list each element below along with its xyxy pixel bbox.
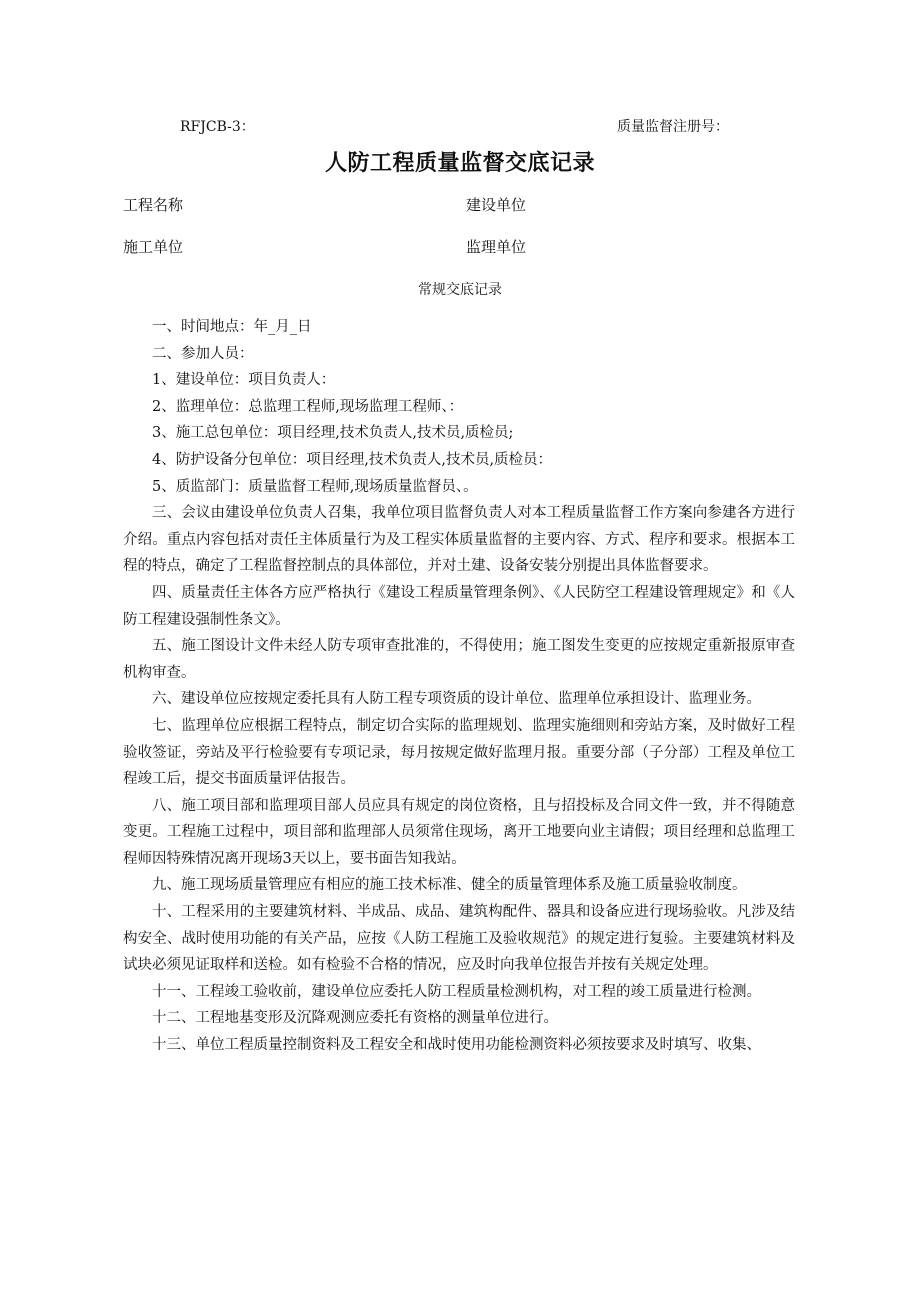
paragraph: 十二、工程地基变形及沉降观测应委托有资格的测量单位进行。 xyxy=(152,1010,558,1027)
construction-unit-label: 建设单位 xyxy=(466,196,527,214)
paragraph: 五、施工图设计文件未经人防专项审查批准的，不得使用；施工图发生变更的应按规定重新报原审查机构审查。 xyxy=(123,638,795,681)
project-name-label: 工程名称 xyxy=(123,196,184,214)
registration-number-label: 质量监督注册号： xyxy=(617,119,729,135)
paragraph: 4、防护设备分包单位：项目经理,技术负责人,技术员,质检员： xyxy=(152,451,553,468)
paragraph: 六、建设单位应按规定委托具有人防工程专项资质的设计单位、监理单位承担设计、监理业务。 xyxy=(152,691,761,708)
paragraph: 七、监理单位应根据工程特点，制定切合实际的监理规划、监理实施细则和旁站方案，及时做好工程验收签证，旁站及平行检验要有专项记录，每月按规定做好监理月报。重要分部（子分部）工程及单位工程竣工后，提交书面质量评估报告。 xyxy=(123,717,795,788)
form-code: RFJCB-3： xyxy=(180,119,255,135)
paragraph: 三、会议由建设单位负责人召集，我单位项目监督负责人对本工程质量监督工作方案向参建各方进行介绍。重点内容包括对责任主体质量行为及工程实体质量监督的主要内容、方式、程序和要求。根据本工程的特点，确定了工程监督控制点的具体部位，并对土建、设备安装分别提出具体监督要求。 xyxy=(123,505,795,575)
builder-unit-label: 施工单位 xyxy=(123,238,184,256)
document-title: 人防工程质量监督交底记录 xyxy=(324,151,595,176)
paragraph: 十三、单位工程质量控制资料及工程安全和战时使用功能检测资料必须按要求及时填写、收集、 xyxy=(152,1037,761,1054)
paragraph: 一、时间地点：年_月_日 xyxy=(152,319,312,335)
paragraph: 3、施工总包单位：项目经理,技术负责人,技术员,质检员; xyxy=(152,425,514,442)
paragraph: 2、监理单位：总监理工程师,现场监理工程师、： xyxy=(152,398,464,415)
paragraph: 二、参加人员： xyxy=(152,345,254,362)
paragraph: 十一、工程竣工验收前，建设单位应委托人防工程质量检测机构，对工程的竣工质量进行检测。 xyxy=(152,983,761,1000)
paragraph: 5、质监部门：质量监督工程师,现场质量监督员、。 xyxy=(152,478,478,495)
paragraph: 九、施工现场质量管理应有相应的施工技术标准、健全的质量管理体系及施工质量验收制度。 xyxy=(152,877,747,894)
document-body xyxy=(123,314,795,1059)
supervision-unit-label: 监理单位 xyxy=(466,238,527,256)
paragraph: 四、质量责任主体各方应严格执行《建设工程质量管理条例》、《人民防空工程建设管理规定》和《人防工程建设强制性条文》。 xyxy=(123,584,795,628)
paragraph: 八、施工项目部和监理项目部人员应具有规定的岗位资格，且与招投标及合同文件一致，并不得随意变更。工程施工过程中，项目部和监理部人员须常住现场，离开工地要向业主请假；项目经理和总监理工程师因特殊情况离开现场3天以上，要书面告知我站。 xyxy=(123,797,795,867)
section-subtitle: 常规交底记录 xyxy=(418,282,502,298)
paragraph: 十、工程采用的主要建筑材料、半成品、成品、建筑构配件、器具和设备应进行现场验收。凡涉及结构安全、战时使用功能的有关产品，应按《人防工程施工及验收规范》的规定进行复验。主要建筑材料及试块必须见证取样和送检。如有检验不合格的情况，应及时向我单位报告并按有关规定处理。 xyxy=(123,904,795,974)
paragraph: 1、建设单位：项目负责人： xyxy=(152,372,336,389)
